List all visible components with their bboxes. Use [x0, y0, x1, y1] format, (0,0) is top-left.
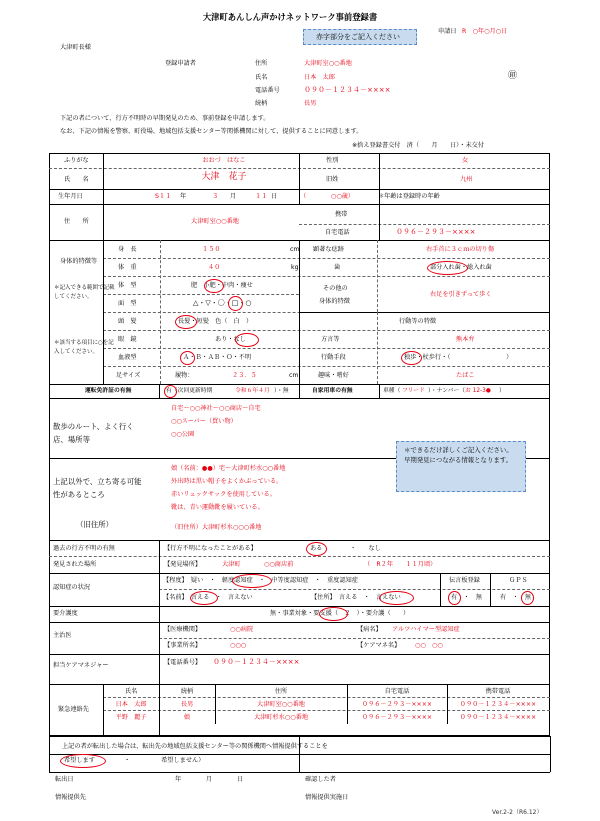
car-type[interactable]: フリード — [402, 388, 425, 394]
dementia-address-row[interactable]: 【住所】 言える ・ 言えない — [311, 594, 401, 601]
car-label: 自家用車の有無 — [312, 388, 353, 394]
build-selected-circle — [204, 279, 224, 293]
gender-value[interactable]: 女 — [462, 157, 469, 164]
car-tail: ） — [499, 388, 505, 394]
care-phone-prefix: 【電話番号】 — [164, 659, 202, 666]
places-line[interactable]: 娘（名前：●●）宅～大津町杉水○○番地 — [171, 465, 286, 472]
face-selected-circle — [228, 296, 243, 311]
physical-note4: 入してください。 — [54, 349, 99, 355]
license-label: 運転免許証の有無 — [85, 388, 132, 394]
physical-note2: してください。 — [54, 294, 93, 300]
care-level-label: 要介護度 — [53, 610, 78, 617]
car-prefix: 車種（ — [383, 388, 401, 394]
emergency-cell[interactable]: ０９０－１２３４－×××× — [459, 714, 537, 721]
walk-label: 行動手段 — [321, 354, 346, 361]
dialect-label: 方言等 — [321, 336, 340, 343]
missing-history-no[interactable]: ・ なし — [350, 545, 381, 552]
hobby-label: 趣味・嗜好 — [318, 372, 349, 379]
physical-section-label: 身体的特徴等 — [60, 258, 98, 265]
car-mid: ）・ナンバー（ — [428, 388, 465, 394]
foot-label: 足サイズ — [116, 372, 141, 379]
blood-selected-circle — [180, 351, 195, 365]
height-unit: cm — [290, 246, 300, 253]
old-surname-label: 旧姓 — [326, 176, 339, 183]
blood-options[interactable]: Ａ・Ｂ・ＡＢ・Ｏ・不明 — [183, 354, 252, 361]
moveout-date[interactable]: 年 月 日 — [175, 776, 244, 783]
red-note-text: 赤字部分をご記入ください — [316, 33, 400, 41]
missing-found-prefix: 【発見場所】 — [164, 561, 202, 568]
places-line[interactable]: 靴は、青い運動靴を履いている。 — [171, 504, 264, 511]
intro-line1: 下記の者について、行方不明時の早期発見のため、事前登録を申請します。 — [60, 115, 270, 122]
board-selected-circle — [448, 591, 461, 605]
blood-label: 血液型 — [118, 354, 137, 361]
furigana-value[interactable]: おおづ はなこ — [202, 157, 246, 164]
mole-label: 顕著な痣跡 — [313, 246, 344, 253]
routes-label-2: 店、場所等 — [53, 435, 90, 444]
clinic-prefix: 【医療機関】 — [164, 626, 202, 633]
license-tail: ）・無 — [274, 388, 289, 394]
applicant-address-value[interactable]: 大津町室○○番地 — [304, 60, 352, 67]
emergency-cell[interactable]: 娘 — [183, 714, 191, 721]
other-label-1: その他の — [323, 285, 348, 292]
care-level-value[interactable]: 無・事業対象・要支援（ ２ ）・要介護（ ） — [270, 610, 410, 617]
routes-line[interactable]: ○○公園 — [171, 431, 195, 438]
emergency-cell[interactable]: 大津町室○○番地 — [257, 701, 305, 708]
emergency-header: 住所 — [274, 688, 288, 695]
missing-selected-circle — [306, 542, 327, 556]
board-value[interactable]: 有 ・ 無 — [451, 594, 482, 601]
face-label: 面 型 — [118, 300, 137, 307]
birth-month[interactable]: ３ — [212, 193, 219, 200]
license-selected-circle — [164, 385, 177, 398]
furigana-label: ふりがな — [64, 157, 89, 164]
missing-found-shop[interactable]: ○○商店前 — [264, 561, 294, 568]
address-value[interactable]: 大津町室○○番地 — [191, 218, 239, 225]
dementia-label: 認知症の状況 — [53, 584, 91, 591]
glasses-label: 眼 鏡 — [118, 336, 137, 343]
missing-found-date[interactable]: （ R２年 １１月頃） — [364, 561, 437, 568]
other-label-2: 身体的特徴 — [319, 298, 350, 305]
weight-value[interactable]: ４０ — [208, 264, 221, 271]
hobby-value[interactable]: たばこ — [456, 372, 475, 379]
birth-era[interactable]: S１１ — [155, 193, 172, 200]
places-line[interactable]: 外出時は黒い帽子をよくかぶっている。 — [171, 478, 283, 485]
manager-label: 担当ケアマネジャー — [53, 662, 109, 669]
old-surname-value[interactable]: 九州 — [460, 176, 473, 183]
other-value[interactable]: 右足を引きずって歩く — [430, 291, 492, 298]
foot-value[interactable]: ２３．５ — [232, 372, 257, 379]
office-prefix: 【事業所名】 — [164, 642, 202, 649]
applicant-label: 登録申請者 — [165, 60, 196, 67]
transfer-line: 上記の者が転出した場合は、転出先の地域包括支援センター等の関係機関へ情報提供することを — [62, 743, 328, 750]
intro-line2: なお、下記の情報を警察、町役場、地域包括支援センター等関係機関に対して、提供することに同意します。 — [60, 128, 363, 135]
office-value[interactable]: ○○○ — [230, 642, 247, 649]
emergency-cell[interactable]: 大津町杉水○○番地 — [253, 714, 309, 721]
missing-history-value: 【行方不明になったことがある】 — [164, 545, 257, 552]
date-label: 申請日 — [438, 28, 457, 35]
missing-history-label: 過去の行方不明の有無 — [53, 545, 115, 552]
applicant-name-value[interactable]: 日本 太郎 — [304, 74, 335, 81]
gps-selected-circle — [521, 591, 534, 605]
teeth-label: 歯 — [334, 264, 341, 271]
emergency-header: 自宅電話 — [384, 688, 410, 695]
places-old-address[interactable]: （旧住所）大津町杉水○○○番地 — [171, 524, 262, 531]
missing-found-label: 発見された場所 — [53, 561, 97, 568]
emergency-cell[interactable]: 長男 — [180, 701, 194, 708]
home-phone-label: 自宅電話 — [325, 229, 350, 236]
date-value[interactable]: R ○年○月○日 — [462, 28, 508, 35]
transfer-yes[interactable]: 希望します — [64, 757, 95, 764]
seal-mark: ㊞ — [508, 71, 518, 81]
weight-unit: kg — [291, 264, 299, 271]
transfer-selected-circle — [60, 754, 106, 768]
walk-value[interactable]: 独歩・杖歩行・（ ） — [404, 354, 513, 361]
clinic-value[interactable]: ○○病院 — [230, 626, 254, 633]
physical-note3: ＊該当する項目に○を記 — [54, 340, 114, 346]
birth-day-unit: 日 — [271, 193, 278, 200]
emergency-label: 緊急連絡先 — [58, 706, 89, 713]
walk-selected-circle — [401, 351, 422, 365]
license-renew[interactable]: 令和６年４月 — [235, 388, 270, 394]
dementia-name-circle — [190, 591, 218, 605]
emergency-cell[interactable]: ０９６－２９３－×××× — [361, 701, 433, 708]
home-phone-value[interactable]: ０９６－２９３－×××× — [396, 228, 476, 236]
birth-day[interactable]: １１ — [255, 193, 268, 200]
doctor-label: 主治医 — [53, 632, 72, 639]
glasses-options[interactable]: あり・なし — [215, 336, 246, 343]
emergency-cell[interactable]: ０９６－２９３－×××× — [361, 714, 433, 721]
age-value[interactable]: （ ○○歳） — [300, 193, 355, 200]
emergency-header: 携帯電話 — [485, 688, 511, 695]
hair-label: 頭 髪 — [118, 318, 137, 325]
intro-line3: ※捨え登録書交付 済（ 月 日）・未交付 — [352, 142, 485, 149]
missing-found-place[interactable]: 大津町 — [222, 561, 241, 568]
moveout-label: 転出日 — [55, 776, 74, 783]
emergency-cell[interactable]: 日本 太郎 — [115, 701, 147, 708]
dementia-name-row[interactable]: 【名前】 言える ・ 言えない — [163, 594, 253, 601]
dementia-degree-circle — [232, 574, 272, 588]
applicant-relation-value[interactable]: 長男 — [304, 100, 317, 107]
care-phone-value[interactable]: ０９０－１２３４－×××× — [213, 658, 300, 666]
applicant-address-label: 住所 — [255, 60, 268, 67]
build-label: 体 型 — [118, 282, 137, 289]
face-options[interactable]: △・▽・〇・□・○ — [193, 299, 252, 307]
birth-label: 生年月日 — [58, 193, 83, 200]
dialect-value[interactable]: 熊本弁 — [456, 336, 475, 343]
info-to-label: 情報提供先 — [55, 794, 86, 801]
mobile-label: 携帯 — [335, 211, 348, 218]
places-line[interactable]: 赤いリュックサックを使用している。 — [171, 491, 276, 498]
foot-unit: cm — [289, 372, 299, 379]
dementia-address-circle — [379, 591, 414, 605]
applicant-relation-label: 続柄 — [255, 100, 268, 107]
cm-prefix: 【ケアマネ名】 — [357, 642, 401, 649]
hair-options[interactable]: 長髪・短髪 色（ 白 ） — [178, 318, 253, 325]
applicant-phone-value[interactable]: ０９０－１２３４－×××× — [304, 86, 391, 94]
board-label: 伝言板登録 — [449, 577, 480, 584]
foot-prefix: 履物： — [175, 372, 194, 379]
places-label-2: 性があるところ — [53, 490, 105, 499]
birth-year-unit: 年 — [180, 193, 187, 200]
applicant-name-label: 氏名 — [255, 74, 268, 81]
height-label: 身 長 — [118, 246, 137, 253]
name-value[interactable]: 大津 花子 — [201, 172, 247, 182]
height-value[interactable]: １５０ — [202, 246, 221, 253]
version-label: Ver.2-2（R6.12） — [492, 809, 543, 816]
gps-value[interactable]: 有 ・ 無 — [500, 594, 531, 601]
addressee: 大津町長様 — [60, 44, 91, 51]
care-level-circle — [319, 607, 348, 621]
transfer-no[interactable]: ・ 希望しません） — [124, 757, 205, 764]
routes-label-1: 散歩のルート、よく行く — [53, 422, 134, 431]
routes-line[interactable]: ○○スーパー（買い物） — [171, 418, 237, 425]
physical-note1: ＊記入できる範囲で記載 — [54, 285, 115, 291]
missing-history-yes[interactable]: ある — [310, 545, 323, 552]
emergency-cell[interactable]: 平野 麗子 — [115, 714, 147, 721]
teeth-selected-circle — [427, 261, 468, 275]
mole-value[interactable]: 右手首に３ｃｍの切り傷 — [426, 246, 495, 253]
disease-value[interactable]: アルツハイマー型認知症 — [392, 626, 460, 633]
routes-note-text: ＊できるだけ詳しくご記入ください。早期発見につながる情報となります。 — [404, 446, 513, 465]
teeth-value[interactable]: 部分入れ歯・総入れ歯 — [430, 264, 492, 271]
address-label: 住 所 — [64, 218, 89, 225]
license-value[interactable]: 有（次回更新時期 — [166, 388, 213, 394]
applicant-phone-label: 電話番号 — [255, 87, 280, 94]
places-label-3: （旧住所） — [76, 520, 113, 529]
gender-label: 性別 — [326, 157, 339, 164]
places-label-1: 上記以外で、立ち寄る可能 — [53, 477, 142, 486]
page-title: 大津町あんしん声かけネットワーク事前登録書 — [202, 12, 378, 22]
car-number[interactable]: お 12-3● — [465, 388, 491, 394]
glasses-selected-circle — [235, 333, 259, 347]
build-options[interactable]: 肥 小肥・中肉・痩せ — [191, 282, 253, 289]
gps-label: ＧＰＳ — [509, 577, 528, 584]
weight-label: 体 重 — [118, 264, 137, 271]
dementia-degree[interactable]: 【程度】 疑い ・ 軽度認知症 ・ 中等度認知症 ・ 重度認知症 — [163, 577, 358, 584]
info-date-label: 情報提供実施日 — [305, 794, 349, 801]
emergency-header: 続柄 — [180, 688, 194, 695]
name-label: 氏 名 — [64, 176, 89, 183]
confirm-label: 確認した者 — [305, 776, 336, 783]
behavior-header: 行動等の特徴 — [399, 318, 437, 325]
cm-value[interactable]: ○○ ○○ — [415, 642, 443, 649]
age-note: ＊年齢は登録時の年齢 — [378, 193, 440, 200]
emergency-header: 氏名 — [124, 688, 138, 695]
routes-line[interactable]: 自宅～○○神社～○○商店～自宅 — [171, 405, 261, 412]
birth-month-unit: 月 — [230, 193, 237, 200]
disease-prefix: 【病名】 — [357, 626, 382, 633]
emergency-cell[interactable]: ０９０－１２３４－×××× — [459, 701, 537, 708]
hair-selected-circle — [175, 315, 197, 329]
